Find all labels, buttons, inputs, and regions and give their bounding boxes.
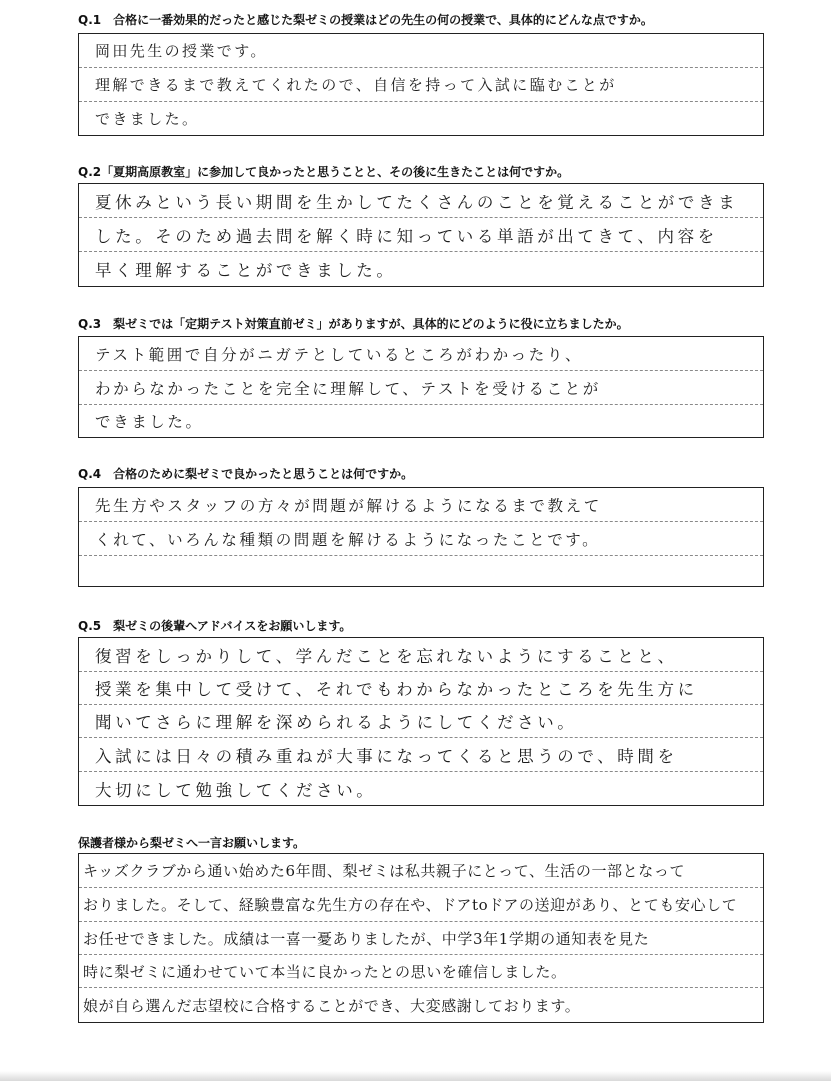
- parent-comment-title: 保護者様から梨ゼミへ一言お願いします。: [78, 836, 306, 850]
- answer-box-5: [78, 637, 764, 806]
- parent-comment-line-2: おりました。そして、経験豊富な先生方の存在や、ドアtoドアの送迎があり、とても安心して: [79, 888, 763, 922]
- parent-comment-line-3: お任せできました。成績は一喜一憂ありましたが、中学3年1学期の通知表を見た: [79, 922, 763, 955]
- question-5-title: Q.5 梨ゼミの後輩へアドバイスをお願いします。: [78, 619, 352, 633]
- answer-4-line-3: [79, 556, 763, 586]
- parent-comment-line-1: キッズクラブから通い始めた6年間、梨ゼミは私共親子にとって、生活の一部となって: [79, 854, 763, 888]
- answer-4-line-2: くれて、いろんな種類の問題を解けるようになったことです。: [79, 522, 763, 556]
- answer-1-line-3: できました。: [95, 110, 200, 128]
- answer-2-line-3: 早く理解することができました。: [95, 261, 397, 280]
- answer-5-line-5: 大切にして勉強してください。: [95, 780, 377, 800]
- answer-3-line-3: できました。: [95, 413, 204, 431]
- answer-3-line-1: テスト範囲で自分がニガテとしているところがわかったり、: [79, 337, 763, 371]
- answer-5-line-1: 復習をしっかりして、学んだことを忘れないようにすることと、: [79, 638, 763, 672]
- answer-2-line-1: 夏休みという長い期間を生かしてたくさんのことを覚えることができま: [79, 184, 763, 218]
- answer-5-line-4: 入試には日々の積み重ねが大事になってくると思うので、時間を: [79, 738, 763, 772]
- question-2-title: Q.2「夏期高原教室」に参加して良かったと思うことと、その後に生きたことは何ですか。: [78, 165, 570, 179]
- answer-2-line-2: した。そのため過去問を解く時に知っている単語が出てきて、内容を: [79, 218, 763, 252]
- question-4-title: Q.4 合格のために梨ゼミで良かったと思うことは何ですか。: [78, 467, 414, 481]
- answer-5-line-3: 聞いてさらに理解を深められるようにしてください。: [79, 705, 763, 738]
- answer-5-line-2: 授業を集中して受けて、それでもわからなかったところを先生方に: [79, 672, 763, 705]
- parent-comment-line-4: 時に梨ゼミに通わせていて本当に良かったとの思いを確信しました。: [79, 955, 763, 988]
- answer-1-line-2: 理解できるまで教えてくれたので、自信を持って入試に臨むことが: [79, 68, 763, 102]
- answer-box-4: [78, 487, 764, 587]
- answer-1-line-1: 岡田先生の授業です。: [79, 34, 763, 68]
- answer-4-line-1: 先生方やスタッフの方々が問題が解けるようになるまで教えて: [79, 488, 763, 522]
- answer-box-1: [78, 33, 764, 136]
- parent-comment-line-5: 娘が自ら選んだ志望校に合格することができ、大変感謝しております。: [83, 996, 581, 1015]
- scan-bottom-edge: [0, 1071, 831, 1081]
- answer-3-line-2: わからなかったことを完全に理解して、テストを受けることが: [79, 371, 763, 405]
- question-3-title: Q.3 梨ゼミでは「定期テスト対策直前ゼミ」がありますが、具体的にどのように役に立ちましたか。: [78, 317, 629, 331]
- answer-box-3: [78, 336, 764, 438]
- question-1-title: Q.1 合格に一番効果的だったと感じた梨ゼミの授業はどの先生の何の授業で、具体的にどんな点ですか。: [78, 13, 653, 27]
- parent-comment-box: [78, 853, 764, 1023]
- answer-box-2: [78, 183, 764, 287]
